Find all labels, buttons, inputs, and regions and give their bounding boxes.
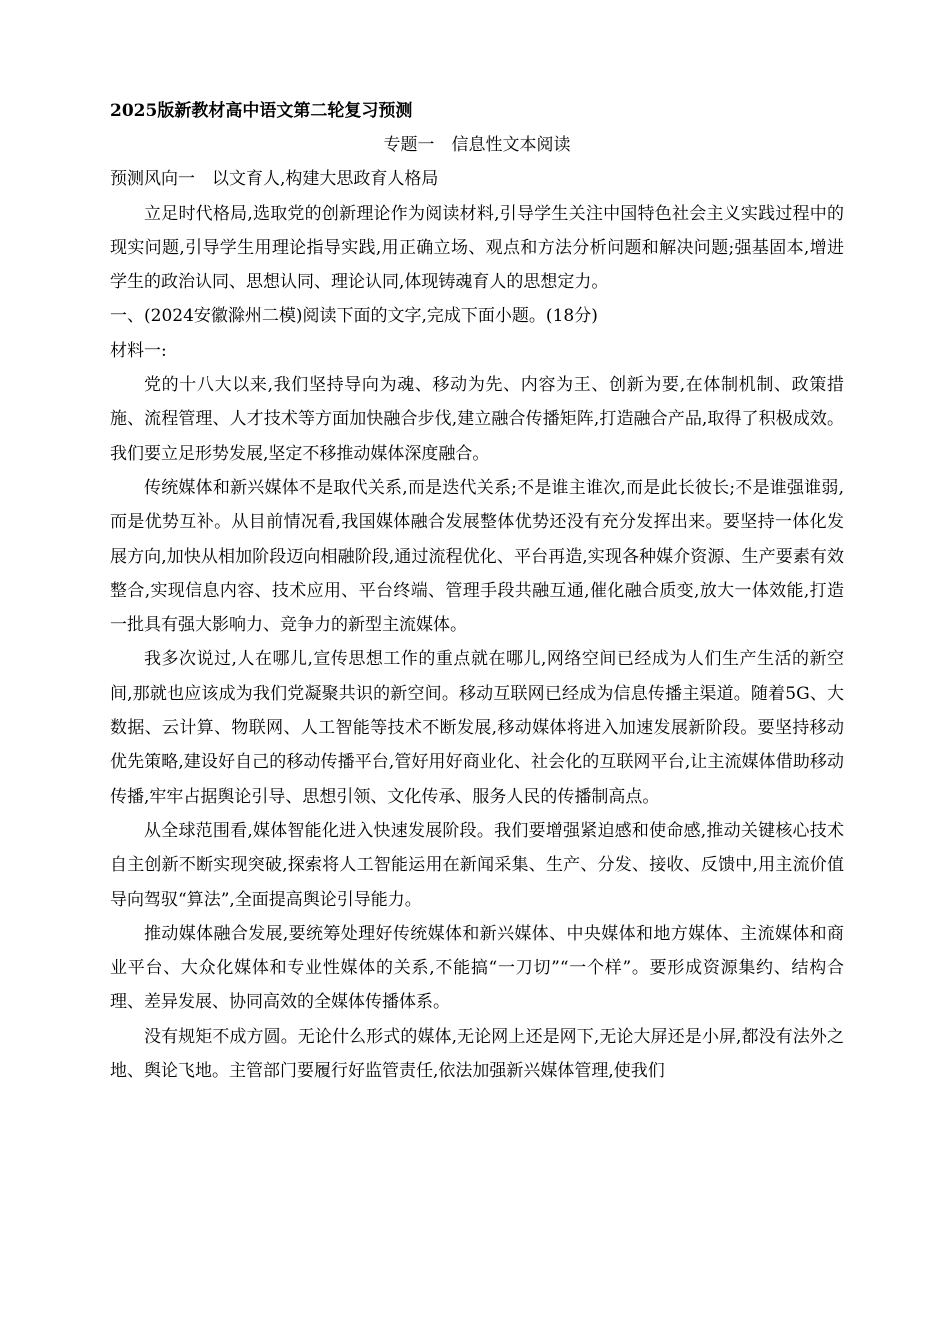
document-page [110, 94, 844, 1088]
body-paragraph-3: 我多次说过,人在哪儿,宣传思想工作的重点就在哪儿,网络空间已经成为人们生产生活的新空间,那就也应该成为我们党凝聚共识的新空间。移动互联网已经成为信息传播主渠道。随着5G、大数据、云计算、物联网、人工智能等技术不断发展,移动媒体将进入加速发展新阶段。要坚持移动优先策略,建设好自己的移动传播平台,管好用好商业化、社会化的互联网平台,让主流媒体借助移动传播,牢牢占据舆论引导、思想引领、文化传承、服务人民的传播制高点。 [110, 649, 844, 807]
intro-paragraph: 立足时代格局,选取党的创新理论作为阅读材料,引导学生关注中国特色社会主义实践过程中的现实问题,引导学生用理论指导实践,用正确立场、观点和方法分析问题和解决问题;强基固本,增进学生的政治认同、思想认同、理论认同,体现铸魂育人的思想定力。 [110, 203, 844, 293]
direction-heading: 预测风向一 以文育人,构建大思政育人格局 [110, 169, 439, 190]
body-paragraph-6: 没有规矩不成方圆。无论什么形式的媒体,无论网上还是网下,无论大屏还是小屏,都没有法外之地、舆论飞地。主管部门要履行好监管责任,依法加强新兴媒体管理,使我们 [110, 1026, 844, 1082]
material-label: 材料一: [110, 340, 167, 361]
topic-title: 专题一 信息性文本阅读 [383, 135, 571, 155]
body-paragraph-1: 党的十八大以来,我们坚持导向为魂、移动为先、内容为王、创新为要,在体制机制、政策措施、流程管理、人才技术等方面加快融合步伐,建立融合传播矩阵,打造融合产品,取得了积极成效。我们要立足形势发展,坚定不移推动媒体深度融合。 [110, 375, 844, 464]
body-paragraph-4: 从全球范围看,媒体智能化进入快速发展阶段。我们要增强紧迫感和使命感,推动关键核心技术自主创新不断实现突破,探索将人工智能运用在新闻采集、生产、分发、接收、反馈中,用主流价值导向驾驭“算法”,全面提高舆论引导能力。 [110, 820, 844, 910]
question-heading: 一、(2024安徽滁州二模)阅读下面的文字,完成下面小题。(18分) [110, 306, 598, 327]
document-header: 2025版新教材高中语文第二轮复习预测 [110, 101, 413, 121]
body-paragraph-5: 推动媒体融合发展,要统筹处理好传统媒体和新兴媒体、中央媒体和地方媒体、主流媒体和商业平台、大众化媒体和专业性媒体的关系,不能搞“一刀切”“一个样”。要形成资源集约、结构合理、差异发展、协同高效的全媒体传播体系。 [110, 923, 844, 1013]
body-paragraph-2: 传统媒体和新兴媒体不是取代关系,而是迭代关系;不是谁主谁次,而是此长彼长;不是谁强谁弱,而是优势互补。从目前情况看,我国媒体融合发展整体优势还没有充分发挥出来。要坚持一体化发展方向,加快从相加阶段迈向相融阶段,通过流程优化、平台再造,实现各种媒介资源、生产要素有效整合,实现信息内容、技术应用、平台终端、管理手段共融互通,催化融合质变,放大一体效能,打造一批具有强大影响力、竞争力的新型主流媒体。 [110, 477, 844, 636]
